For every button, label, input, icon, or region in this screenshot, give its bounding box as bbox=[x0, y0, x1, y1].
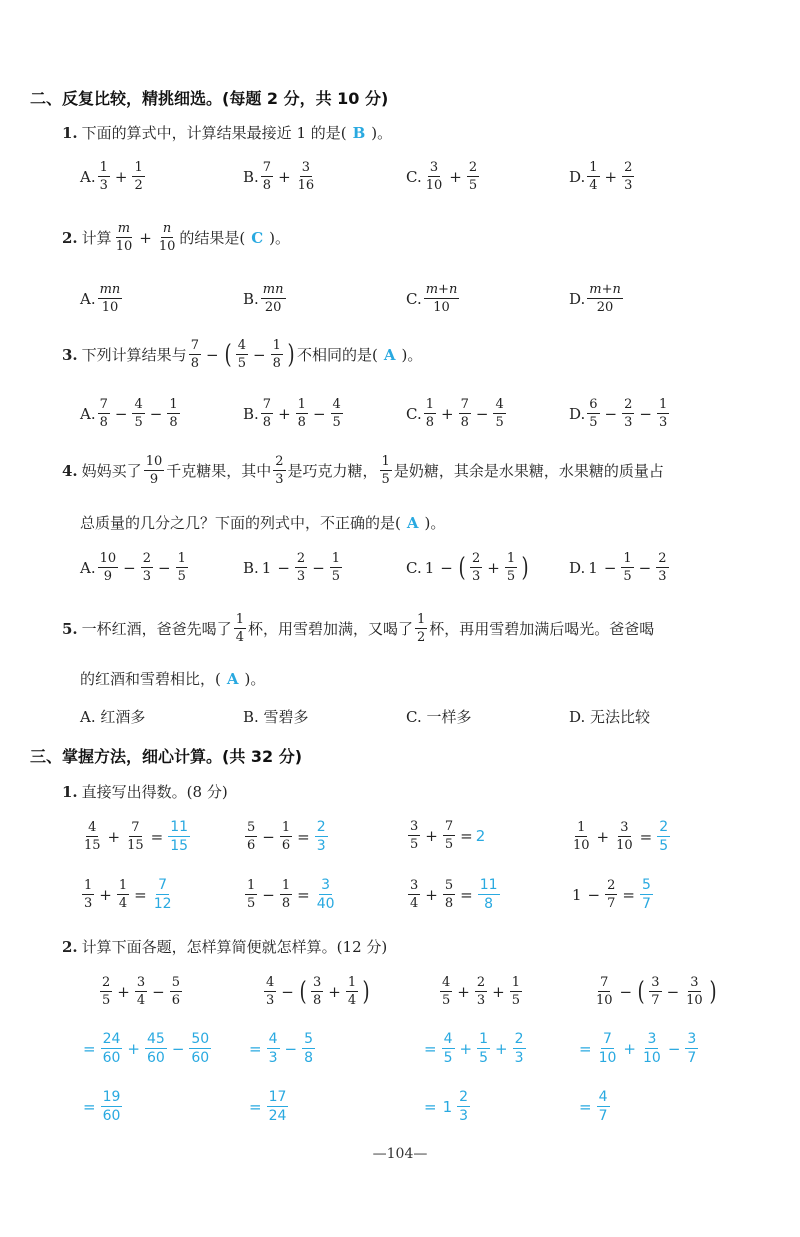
fraction: $\frac{3}{16}$ bbox=[297, 160, 315, 193]
option-b: B. 1 − $\frac{2}{3}$ − $\frac{1}{5}$ bbox=[243, 551, 341, 584]
fraction: $\frac{7}{5}$ bbox=[444, 819, 454, 852]
fraction: $\frac{1}{8}$ bbox=[169, 397, 178, 430]
question-text: 下面的算式中，计算结果最接近 1 的是( bbox=[81, 124, 347, 142]
calc-expression: $\frac{4}{3}$ − ( $\frac{3}{8}$ + $\frac{1}{4}$ ) bbox=[266, 975, 370, 1008]
option-d: D. $\frac{m+n}{20}$ bbox=[569, 282, 621, 315]
fraction: $\frac{11}{15}$ bbox=[170, 819, 189, 854]
fraction: $\frac{1}{8}$ bbox=[281, 878, 291, 911]
calc-step: = $\frac{7}{10}$ + $\frac{3}{10}$ − $\frac{3}{7}$ bbox=[579, 1031, 697, 1066]
fraction: $\frac{2}{3}$ bbox=[142, 551, 152, 584]
answer: B bbox=[352, 124, 366, 142]
option-label: A. bbox=[80, 167, 96, 186]
fraction: $\frac{n}{10}$ bbox=[158, 221, 176, 254]
question-text: )。 bbox=[269, 229, 291, 247]
fraction: $\frac{1}{5}$ bbox=[623, 551, 632, 584]
calc-item: $\frac{5}{6}$ − $\frac{1}{6}$ = $\frac{2}{3}$ bbox=[247, 819, 326, 854]
fraction: $\frac{5}{6}$ bbox=[247, 820, 256, 853]
option-label: D. bbox=[569, 167, 586, 186]
fraction: $\frac{1}{5}$ bbox=[511, 975, 520, 1008]
fraction: $\frac{7}{10}$ bbox=[598, 1031, 617, 1066]
calc-result: = $\frac{4}{7}$ bbox=[579, 1089, 608, 1124]
fraction: $\frac{3}{40}$ bbox=[316, 877, 335, 912]
question-4: 4. 妈妈买了 $\frac{10}{9}$ 千克糖果，其中 $\frac{2}{3}$ 是巧克力糖， $\frac{1}{5}$ 是奶糖，其余是水果糖，水果糖的质量占 bbox=[62, 454, 664, 487]
fraction: $\frac{24}{60}$ bbox=[102, 1031, 121, 1066]
option-d: D. 无法比较 bbox=[569, 708, 651, 726]
calc-expression: $\frac{2}{5}$ + $\frac{3}{4}$ − $\frac{5}{6}$ bbox=[102, 975, 180, 1008]
calc-result: = $\frac{19}{60}$ bbox=[83, 1089, 121, 1124]
fraction: $\frac{19}{60}$ bbox=[102, 1089, 121, 1124]
option-label: C. bbox=[406, 167, 422, 186]
fraction: $\frac{2}{3}$ bbox=[514, 1031, 524, 1066]
calc-expression: $\frac{4}{5}$ + $\frac{2}{3}$ + $\frac{1}{5}$ bbox=[442, 975, 520, 1008]
option-c: C. $\frac{1}{8}$ + $\frac{7}{8}$ − $\frac{4}{5}$ bbox=[406, 397, 504, 430]
option-b: B. $\frac{7}{8}$ + $\frac{1}{8}$ − $\frac{4}{5}$ bbox=[243, 397, 341, 430]
fraction: $\frac{1}{8}$ bbox=[297, 397, 306, 430]
fraction: $\frac{3}{7}$ bbox=[651, 975, 660, 1008]
question-text: )。 bbox=[371, 124, 393, 142]
fraction: $\frac{mn}{20}$ bbox=[262, 282, 284, 315]
calc-expression: $\frac{7}{10}$ − ( $\frac{3}{7}$ − $\frac{3}{10}$ ) bbox=[596, 975, 717, 1008]
calc-result: = 1 $\frac{2}{3}$ bbox=[424, 1089, 469, 1124]
calc-step: = $\frac{4}{5}$ + $\frac{1}{5}$ + $\frac{2}{3}$ bbox=[424, 1031, 524, 1066]
fraction: $\frac{5}{7}$ bbox=[641, 877, 651, 912]
fraction: $\frac{3}{4}$ bbox=[136, 975, 146, 1008]
option-a: A. $\frac{1}{3}$ + $\frac{1}{2}$ bbox=[80, 160, 143, 193]
fraction: $\frac{1}{4}$ bbox=[347, 975, 357, 1008]
option-d: D. $\frac{6}{5}$ − $\frac{2}{3}$ − $\frac{1}{3}$ bbox=[569, 397, 668, 430]
fraction: $\frac{11}{8}$ bbox=[479, 877, 498, 912]
fraction: $\frac{3}{10}$ bbox=[616, 820, 633, 853]
question-number: 5. bbox=[62, 619, 78, 638]
fraction: $\frac{1}{4}$ bbox=[589, 160, 598, 193]
fraction: $\frac{7}{12}$ bbox=[153, 877, 172, 912]
question-2: 2. 计算 $\frac{m}{10}$ + $\frac{n}{10}$ 的结果是( C )。 bbox=[62, 221, 291, 254]
fraction: $\frac{5}{8}$ bbox=[304, 1031, 313, 1066]
question-number: 4. bbox=[62, 461, 78, 480]
fraction: $\frac{2}{3}$ bbox=[624, 160, 633, 193]
fraction: $\frac{3}{5}$ bbox=[410, 819, 419, 852]
question-text: )。 bbox=[401, 346, 423, 364]
fraction: $\frac{2}{5}$ bbox=[468, 160, 478, 193]
fraction: $\frac{4}{5}$ bbox=[134, 397, 143, 430]
fraction: $\frac{1}{4}$ bbox=[118, 878, 128, 911]
fraction: $\frac{1}{3}$ bbox=[84, 878, 93, 911]
option-c: C. 1 − ( $\frac{2}{3}$ + $\frac{1}{5}$ ) bbox=[406, 551, 529, 584]
fraction: $\frac{m}{10}$ bbox=[115, 221, 133, 254]
fraction: $\frac{2}{7}$ bbox=[607, 878, 616, 911]
calc-step: = $\frac{4}{3}$ − $\frac{5}{8}$ bbox=[249, 1031, 313, 1066]
option-c: C. $\frac{3}{10}$ + $\frac{2}{5}$ bbox=[406, 160, 478, 193]
fraction: $\frac{4}{5}$ bbox=[442, 975, 451, 1008]
option-d: D. 1 − $\frac{1}{5}$ − $\frac{2}{3}$ bbox=[569, 551, 667, 584]
fraction: $\frac{3}{7}$ bbox=[687, 1031, 697, 1066]
fraction: $\frac{7}{10}$ bbox=[596, 975, 613, 1008]
question-number: 2. bbox=[62, 228, 78, 247]
section-3-question-1: 1. 直接写出得数。(8 分) bbox=[62, 783, 228, 801]
fraction: $\frac{mn}{10}$ bbox=[99, 282, 121, 315]
calc-item: 1 − $\frac{2}{7}$ = $\frac{5}{7}$ bbox=[572, 877, 651, 912]
option-a: A. 红酒多 bbox=[80, 708, 146, 726]
option-a: A. $\frac{10}{9}$ − $\frac{2}{3}$ − $\frac{1}{5}$ bbox=[80, 551, 186, 584]
answer: A bbox=[226, 670, 239, 688]
fraction: $\frac{m+n}{20}$ bbox=[589, 282, 621, 315]
fraction: $\frac{4}{3}$ bbox=[266, 975, 275, 1008]
calc-item: $\frac{3}{4}$ + $\frac{5}{8}$ = $\frac{11}{8}$ bbox=[410, 877, 498, 912]
fraction: $\frac{5}{8}$ bbox=[444, 878, 454, 911]
fraction: $\frac{m+n}{10}$ bbox=[425, 282, 458, 315]
fraction: $\frac{3}{4}$ bbox=[410, 878, 419, 911]
fraction: $\frac{7}{8}$ bbox=[99, 397, 108, 430]
fraction: $\frac{7}{15}$ bbox=[127, 820, 144, 853]
fraction: $\frac{7}{8}$ bbox=[460, 397, 469, 430]
fraction: $\frac{1}{4}$ bbox=[235, 612, 244, 645]
fraction: $\frac{4}{5}$ bbox=[332, 397, 341, 430]
fraction: $\frac{2}{3}$ bbox=[476, 975, 486, 1008]
section-3-question-2: 2. 计算下面各题，怎样算简便就怎样算。(12 分) bbox=[62, 938, 388, 956]
calc-item: $\frac{1}{5}$ − $\frac{1}{8}$ = $\frac{3}{40}$ bbox=[247, 877, 335, 912]
fraction: $\frac{1}{8}$ bbox=[272, 338, 281, 371]
fraction: $\frac{1}{5}$ bbox=[506, 551, 516, 584]
fraction: $\frac{45}{60}$ bbox=[146, 1031, 165, 1066]
fraction: $\frac{50}{60}$ bbox=[191, 1031, 210, 1066]
fraction: $\frac{3}{10}$ bbox=[642, 1031, 661, 1066]
fraction: $\frac{3}{10}$ bbox=[686, 975, 703, 1008]
fraction: $\frac{3}{10}$ bbox=[425, 160, 443, 193]
question-1 bbox=[62, 122, 392, 143]
question-number: 3. bbox=[62, 345, 78, 364]
fraction: $\frac{1}{8}$ bbox=[425, 397, 434, 430]
question-3: 3. 下列计算结果与 $\frac{7}{8}$ − ( $\frac{4}{5}$ − $\frac{1}{8}$ ) 不相同的是( A )。 bbox=[62, 338, 423, 371]
fraction: $\frac{2}{3}$ bbox=[296, 551, 306, 584]
fraction: $\frac{3}{8}$ bbox=[313, 975, 322, 1008]
fraction: $\frac{2}{3}$ bbox=[275, 454, 284, 487]
fraction: $\frac{2}{3}$ bbox=[316, 819, 326, 854]
fraction: $\frac{1}{5}$ bbox=[247, 878, 256, 911]
calc-step: = $\frac{24}{60}$ + $\frac{45}{60}$ − $\frac{50}{60}$ bbox=[83, 1031, 210, 1066]
fraction: $\frac{1}{5}$ bbox=[331, 551, 341, 584]
fraction: $\frac{7}{8}$ bbox=[262, 160, 272, 193]
fraction: $\frac{10}{9}$ bbox=[145, 454, 163, 487]
calc-item: $\frac{1}{10}$ + $\frac{3}{10}$ = $\frac{2}{5}$ bbox=[573, 819, 669, 854]
fraction: $\frac{4}{7}$ bbox=[598, 1089, 608, 1124]
option-d: D. $\frac{1}{4}$ + $\frac{2}{3}$ bbox=[569, 160, 633, 193]
fraction: $\frac{1}{3}$ bbox=[658, 397, 668, 430]
fraction: $\frac{7}{8}$ bbox=[262, 397, 272, 430]
fraction: $\frac{1}{10}$ bbox=[573, 820, 590, 853]
fraction: $\frac{2}{3}$ bbox=[624, 397, 633, 430]
question-text: 下列计算结果与 bbox=[81, 346, 187, 364]
question-number: 1. bbox=[62, 124, 78, 142]
fraction: $\frac{2}{3}$ bbox=[658, 551, 667, 584]
fraction: $\frac{1}{2}$ bbox=[416, 612, 426, 645]
option-b: B. $\frac{7}{8}$ + $\frac{3}{16}$ bbox=[243, 160, 315, 193]
fraction: $\frac{7}{8}$ bbox=[190, 338, 199, 371]
question-5: 5. 一杯红酒，爸爸先喝了 $\frac{1}{4}$ 杯，用雪碧加满，又喝了 $\frac{1}{2}$ 杯，再用雪碧加满后喝光。爸爸喝 bbox=[62, 612, 655, 645]
option-label: B. bbox=[243, 167, 259, 186]
question-5-line-2: 的红酒和雪碧相比，( A )。 bbox=[80, 670, 266, 688]
answer: A bbox=[383, 345, 396, 364]
fraction: $\frac{1}{2}$ bbox=[134, 160, 143, 193]
answer: C bbox=[251, 228, 264, 247]
question-4-line-2: 总质量的几分之几？下面的列式中，不正确的是( A )。 bbox=[80, 514, 446, 532]
fraction: $\frac{4}{15}$ bbox=[84, 820, 101, 853]
answer: A bbox=[406, 514, 419, 532]
calc-result: = $\frac{17}{24}$ bbox=[249, 1089, 287, 1124]
fraction: $\frac{4}{5}$ bbox=[237, 338, 246, 371]
fraction: $\frac{6}{5}$ bbox=[589, 397, 598, 430]
fraction: $\frac{2}{3}$ bbox=[472, 551, 481, 584]
calc-item: $\frac{1}{3}$ + $\frac{1}{4}$ = $\frac{7}{12}$ bbox=[84, 877, 172, 912]
option-a: A. $\frac{7}{8}$ − $\frac{4}{5}$ − $\frac{1}{8}$ bbox=[80, 397, 178, 430]
fraction: $\frac{2}{5}$ bbox=[102, 975, 111, 1008]
fraction: $\frac{4}{5}$ bbox=[443, 1031, 453, 1066]
calc-item: $\frac{4}{15}$ + $\frac{7}{15}$ = $\frac{11}{15}$ bbox=[84, 819, 189, 854]
fraction: $\frac{4}{3}$ bbox=[268, 1031, 278, 1066]
option-c: C. 一样多 bbox=[406, 708, 472, 726]
option-b: B. $\frac{mn}{20}$ bbox=[243, 282, 284, 315]
calc-item: $\frac{3}{5}$ + $\frac{7}{5}$ = 2 bbox=[410, 819, 486, 852]
option-a: A. $\frac{mn}{10}$ bbox=[80, 282, 121, 315]
fraction: $\frac{1}{6}$ bbox=[281, 820, 291, 853]
fraction: $\frac{5}{6}$ bbox=[171, 975, 180, 1008]
fraction: $\frac{4}{5}$ bbox=[495, 397, 504, 430]
fraction: $\frac{2}{5}$ bbox=[659, 819, 669, 854]
fraction: $\frac{1}{5}$ bbox=[479, 1031, 488, 1066]
fraction: $\frac{1}{5}$ bbox=[381, 454, 390, 487]
fraction: $\frac{1}{3}$ bbox=[99, 160, 108, 193]
fraction: $\frac{10}{9}$ bbox=[99, 551, 117, 584]
option-b: B. 雪碧多 bbox=[243, 708, 309, 726]
fraction: $\frac{2}{3}$ bbox=[459, 1089, 469, 1124]
question-text: 计算 bbox=[81, 229, 112, 247]
section-3-title: 三、掌握方法，细心计算。(共 32 分) bbox=[30, 747, 303, 766]
option-c: C. $\frac{m+n}{10}$ bbox=[406, 282, 458, 315]
question-text: 不相同的是( bbox=[297, 346, 378, 364]
fraction: $\frac{1}{5}$ bbox=[177, 551, 186, 584]
page-number: —104— bbox=[372, 1146, 428, 1162]
question-text: 的结果是( bbox=[179, 229, 246, 247]
fraction: $\frac{17}{24}$ bbox=[268, 1089, 287, 1124]
section-2-title: 二、反复比较，精挑细选。(每题 2 分，共 10 分) bbox=[30, 89, 389, 108]
